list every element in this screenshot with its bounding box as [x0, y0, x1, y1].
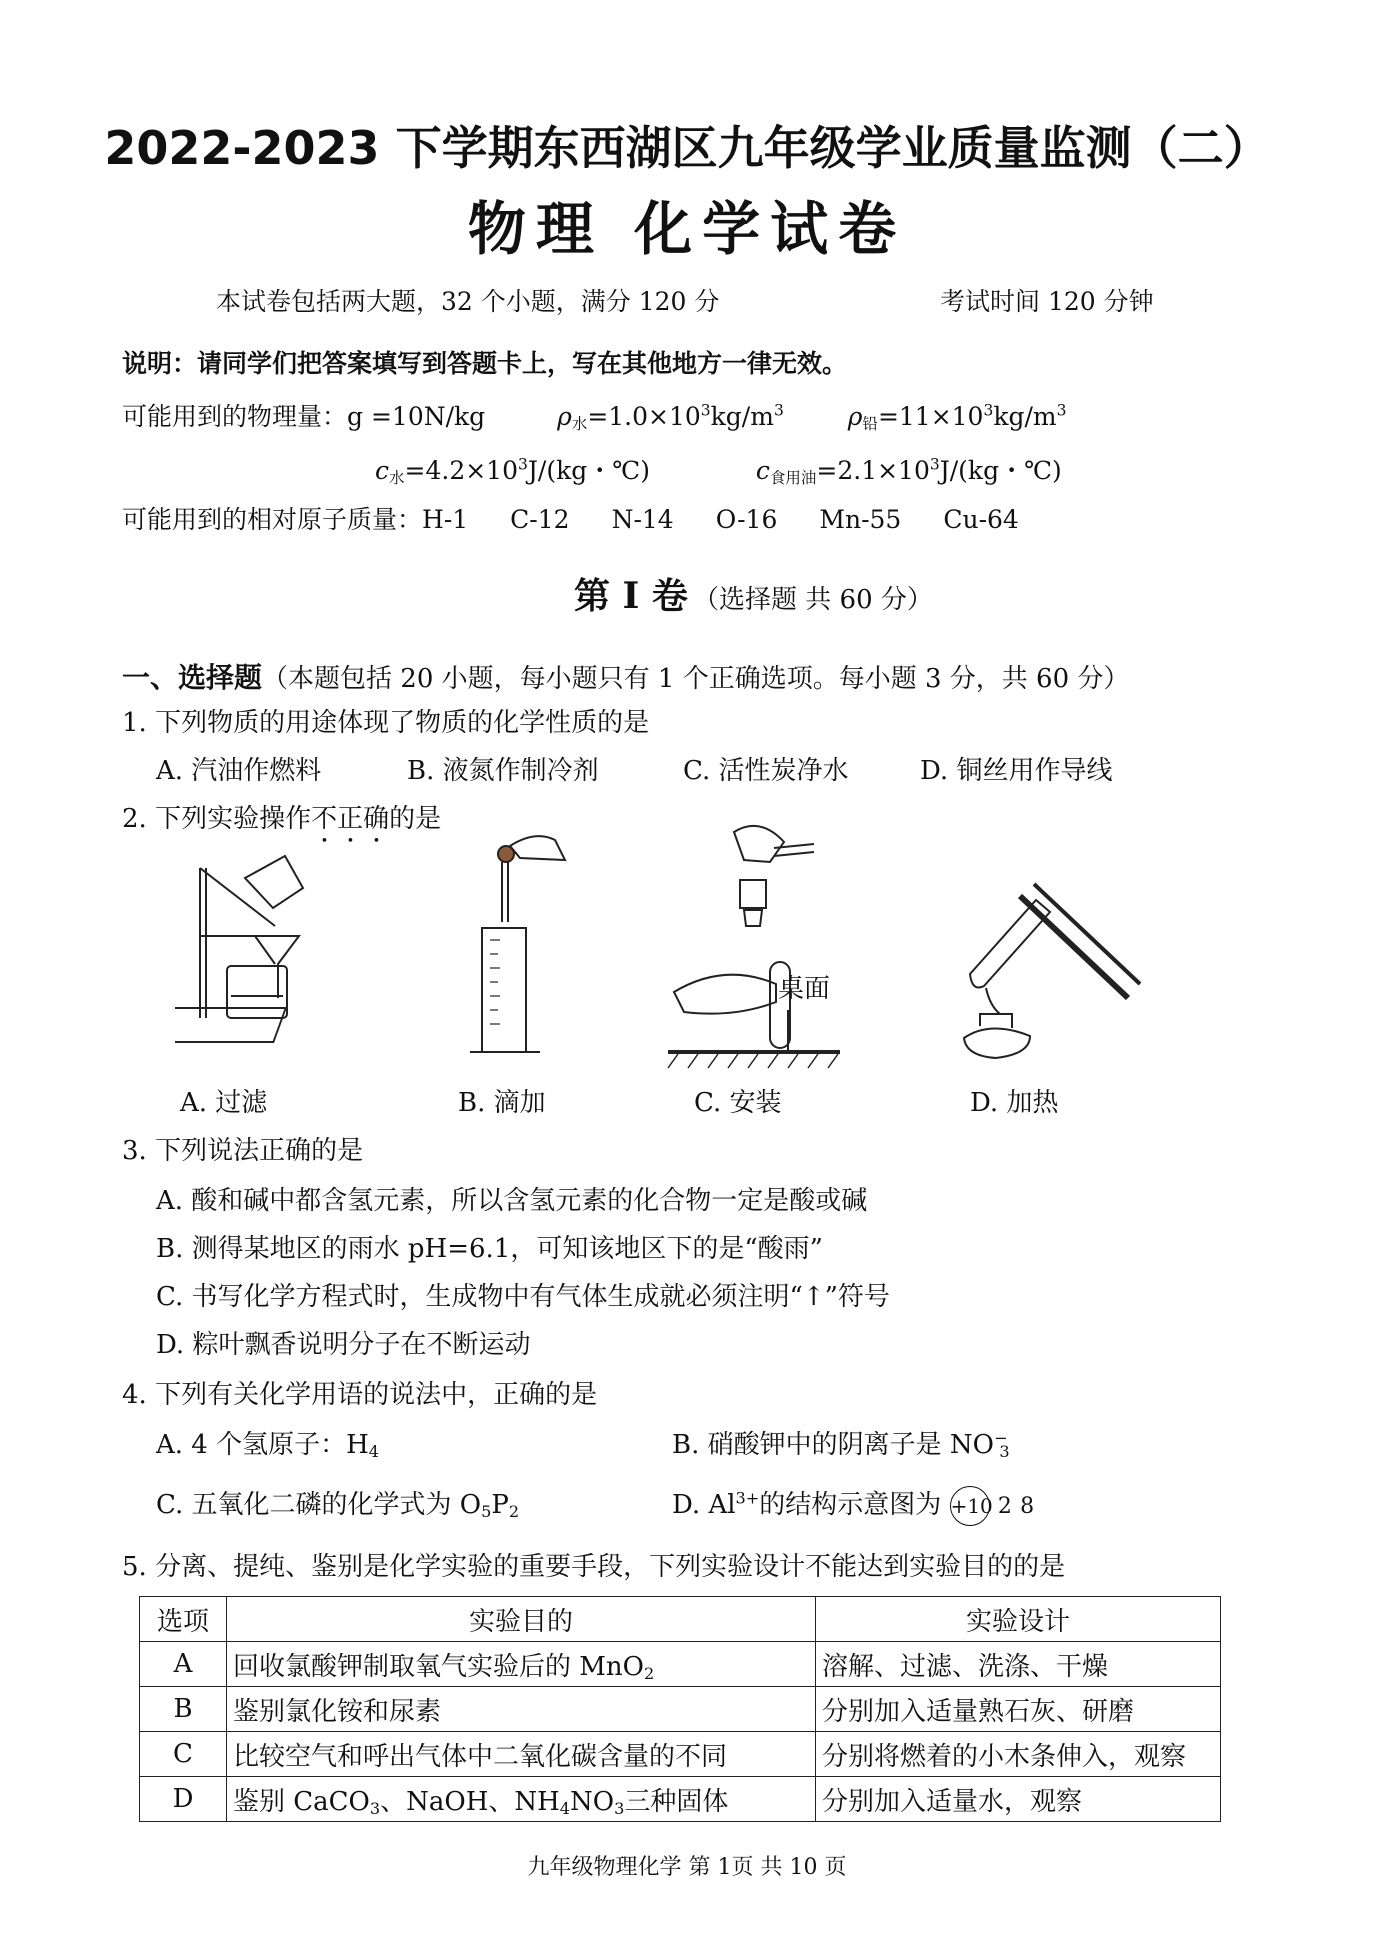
table-cell-goal: 鉴别氯化铵和尿素	[227, 1687, 816, 1732]
dropper-figure	[450, 830, 570, 1070]
exam-notice: 说明：请同学们把答案填写到答题卡上，写在其他地方一律无效。	[122, 349, 848, 378]
atomic-mass: N-14	[611, 505, 674, 534]
atomic-mass: O-16	[715, 505, 778, 534]
exam-info-right: 考试时间 120 分钟	[940, 287, 1154, 316]
const-c-water: $c_水=4.2\times 10^3J/(kg$・℃)	[375, 455, 650, 487]
q5-stem: 5. 分离、提纯、鉴别是化学实验的重要手段，下列实验设计不能达到实验目的的是	[122, 1552, 1066, 1582]
q2-option-c: C. 安装	[694, 1088, 782, 1118]
table-cell-goal: 比较空气和呼出气体中二氧化碳含量的不同	[227, 1732, 816, 1777]
filtration-figure	[175, 848, 315, 1066]
atomic-mass: H-1	[422, 505, 469, 534]
exam-title: 2022-2023 下学期东西湖区九年级学业质量监测（二）	[104, 121, 1270, 175]
physics-constants-line1	[122, 397, 1067, 433]
q3-option-c: C. 书写化学方程式时，生成物中有气体生成就必须注明“↑”符号	[156, 1282, 890, 1312]
q1-option-d: D. 铜丝用作导线	[920, 756, 1113, 786]
table-cell-design: 分别加入适量水，观察	[816, 1777, 1221, 1822]
exam-subtitle: 物理 化学试卷	[467, 195, 907, 263]
table-header: 实验设计	[816, 1597, 1221, 1642]
table-header: 选项	[140, 1597, 227, 1642]
volume-title: 第 I 卷	[574, 575, 688, 617]
const-rho-water: $\rho_水=1.0\times 10^3kg/m^3$	[557, 401, 784, 433]
q3-option-b: B. 测得某地区的雨水 pH=6.1，可知该地区下的是“酸雨”	[156, 1234, 823, 1264]
atomic-mass: Cu-64	[943, 505, 1019, 534]
q1-option-c: C. 活性炭净水	[683, 756, 849, 786]
q3-option-d: D. 粽叶飘香说明分子在不断运动	[156, 1330, 531, 1360]
q2-emphasis: 不正确	[311, 804, 390, 834]
table-row	[140, 1732, 1221, 1777]
physics-label: 可能用到的物理量：	[122, 402, 348, 431]
atomic-mass: Mn-55	[819, 505, 902, 534]
q4-option-a: A. 4 个氢原子：$H_4$	[156, 1430, 380, 1462]
q5-table	[139, 1596, 1221, 1822]
q4-option-b: B. 硝酸钾中的阴离子是 $NO^-_3$	[672, 1428, 1010, 1462]
table-cell-design: 分别加入适量熟石灰、研磨	[816, 1687, 1221, 1732]
q1-stem: 1. 下列物质的用途体现了物质的化学性质的是	[122, 708, 650, 738]
part-heading	[122, 656, 1129, 696]
const-c-oil: $c_{食用油}=2.1\times 10^3J/(kg$・℃)	[755, 455, 1062, 487]
table-row	[140, 1687, 1221, 1732]
table-header-row	[140, 1597, 1221, 1642]
table-header: 实验目的	[227, 1597, 816, 1642]
volume-heading	[574, 568, 933, 619]
table-cell-goal: 回收氯酸钾制取氧气实验后的 MnO$_2$	[227, 1642, 816, 1687]
table-row	[140, 1642, 1221, 1687]
q2-stem: 2. 下列实验操作不正确的是	[122, 804, 442, 834]
q1-option-b: B. 液氮作制冷剂	[407, 756, 599, 786]
part-note: （本题包括 20 小题，每小题只有 1 个正确选项。每小题 3 分，共 60 分）	[262, 664, 1130, 694]
q2-option-d: D. 加热	[970, 1088, 1059, 1118]
table-row	[140, 1777, 1221, 1822]
shell-2: 8	[1020, 1494, 1035, 1519]
q1-option-a: A. 汽油作燃料	[156, 756, 322, 786]
atomic-masses-line	[122, 500, 1019, 536]
q4-option-c: C. 五氧化二磷的化学式为 $O_5P_2$	[156, 1490, 520, 1522]
tube-install-figure	[664, 822, 864, 1074]
page-footer: 九年级物理化学 第 1页 共 10 页	[527, 1855, 847, 1880]
exam-info-left: 本试卷包括两大题，32 个小题，满分 120 分	[216, 287, 720, 316]
table-cell-design: 分别将燃着的小木条伸入，观察	[816, 1732, 1221, 1777]
table-cell-design: 溶解、过滤、洗涤、干燥	[816, 1642, 1221, 1687]
table-cell-goal: 鉴别 CaCO$_3$、NaOH、$NH_4NO_3$三种固体	[227, 1777, 816, 1822]
heating-figure	[950, 870, 1150, 1070]
shell-1: 2	[997, 1494, 1012, 1519]
table-cell-option: B	[140, 1687, 227, 1732]
q3-stem: 3. 下列说法正确的是	[122, 1136, 364, 1166]
table-cell-option: A	[140, 1642, 227, 1687]
q4-stem: 4. 下列有关化学用语的说法中，正确的是	[122, 1380, 598, 1410]
volume-note: （选择题 共 60 分）	[693, 585, 933, 615]
q2-option-b: B. 滴加	[458, 1088, 546, 1118]
const-rho-lead: $\rho_铅=11\times 10^3kg/m^3$	[847, 401, 1067, 433]
table-cell-option: D	[140, 1777, 227, 1822]
atomic-label: 可能用到的相对原子质量：	[122, 505, 423, 534]
part-title: 一、选择题	[122, 661, 263, 694]
physics-constants-line2	[375, 451, 1062, 487]
nucleus-circle: +10	[950, 1486, 990, 1526]
q4-option-d: D. $Al^{3+}$的结构示意图为 +10 2 8	[672, 1484, 1034, 1526]
desk-label: 桌面	[778, 974, 831, 1004]
q2-option-a: A. 过滤	[180, 1088, 268, 1118]
q3-option-a: A. 酸和碱中都含氢元素，所以含氢元素的化合物一定是酸或碱	[156, 1186, 868, 1216]
atomic-mass: C-12	[510, 505, 570, 534]
table-cell-option: C	[140, 1732, 227, 1777]
const-g: g =10N/kg	[347, 402, 486, 431]
